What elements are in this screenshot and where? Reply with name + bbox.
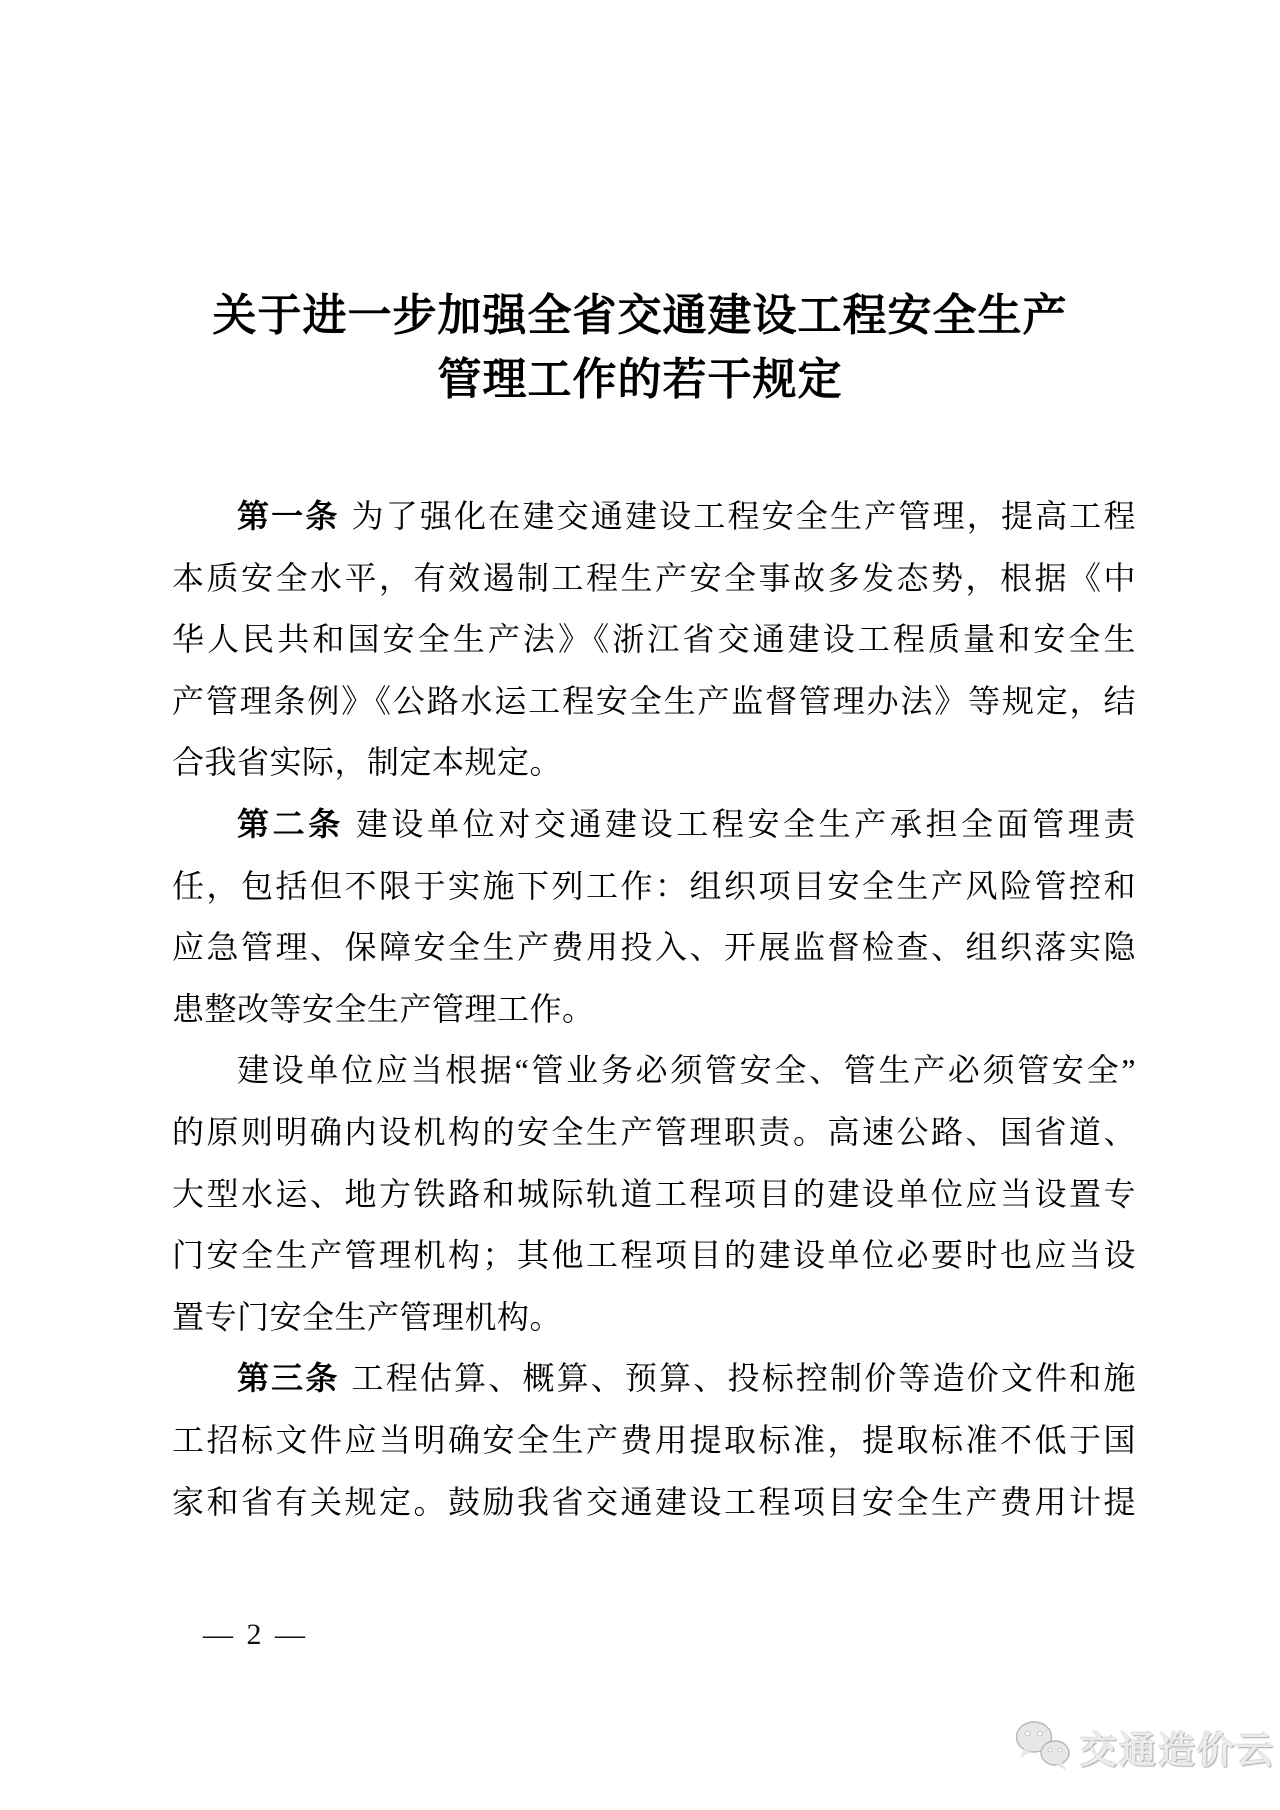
wechat-icon [1012,1720,1072,1774]
document-title-line2: 管理工作的若干规定 [437,355,843,404]
text-line [172,732,1136,794]
line-text: 本质安全水平，有效遏制工程生产安全事故多发态势，根据《中 [172,559,1136,596]
line-text: 为了强化在建交通建设工程安全生产管理，提高工程 [351,498,1136,534]
line-text: 应急管理、保障安全生产费用投入、开展监督检查、组织落实隐 [172,929,1136,966]
document-body [172,486,1136,1533]
text-line [172,1348,1136,1410]
text-line [172,486,1136,548]
line-text: 产管理条例》《公路水运工程安全生产监督管理办法》等规定，结 [172,682,1136,719]
clause-label: 第三条 [237,1360,340,1397]
line-text: 任，包括但不限于实施下列工作：组织项目安全生产风险管控和 [172,867,1136,904]
clause-label: 第二条 [237,805,344,842]
text-line [172,609,1136,671]
text-line [172,1040,1136,1102]
line-text: 工程估算、概算、预算、投标控制价等造价文件和施 [351,1360,1136,1397]
text-line [172,856,1136,918]
text-line [172,671,1136,733]
text-line [172,1410,1136,1472]
line-text: 大型水运、地方铁路和城际轨道工程项目的建设单位应当设置专 [172,1175,1136,1212]
line-text: 患整改等安全生产管理工作。 [172,990,595,1027]
line-text: 的原则明确内设机构的安全生产管理职责。高速公路、国省道、 [172,1113,1136,1150]
text-line [172,1287,1136,1349]
text-line [172,794,1136,856]
watermark-text: 交通造价云 [1080,1730,1275,1771]
line-text: 工招标文件应当明确安全生产费用提取标准，提取标准不低于国 [172,1421,1136,1458]
line-text: 华人民共和国安全生产法》《浙江省交通建设工程质量和安全生 [172,621,1136,658]
line-text: 家和省有关规定。鼓励我省交通建设工程项目安全生产费用计提 [172,1483,1136,1520]
clause-label: 第一条 [237,498,340,534]
line-text: 建设单位应当根据“管业务必须管安全、管生产必须管安全” [237,1052,1136,1089]
document-title [0,284,1280,412]
watermark [1012,1720,1275,1774]
text-line [172,917,1136,979]
line-text: 置专门安全生产管理机构。 [172,1298,563,1335]
text-line [172,548,1136,610]
line-text: 建设单位对交通建设工程安全生产承担全面管理责 [355,805,1136,842]
text-line [172,1102,1136,1164]
text-line [172,1472,1136,1534]
text-line [172,979,1136,1041]
page-number: — 2 — [203,1618,308,1651]
text-line [172,1164,1136,1226]
document-title-line1: 关于进一步加强全省交通建设工程安全生产 [212,291,1068,340]
line-text: 门安全生产管理机构；其他工程项目的建设单位必要时也应当设 [172,1237,1136,1274]
text-line [172,1225,1136,1287]
line-text: 合我省实际，制定本规定。 [172,744,563,781]
